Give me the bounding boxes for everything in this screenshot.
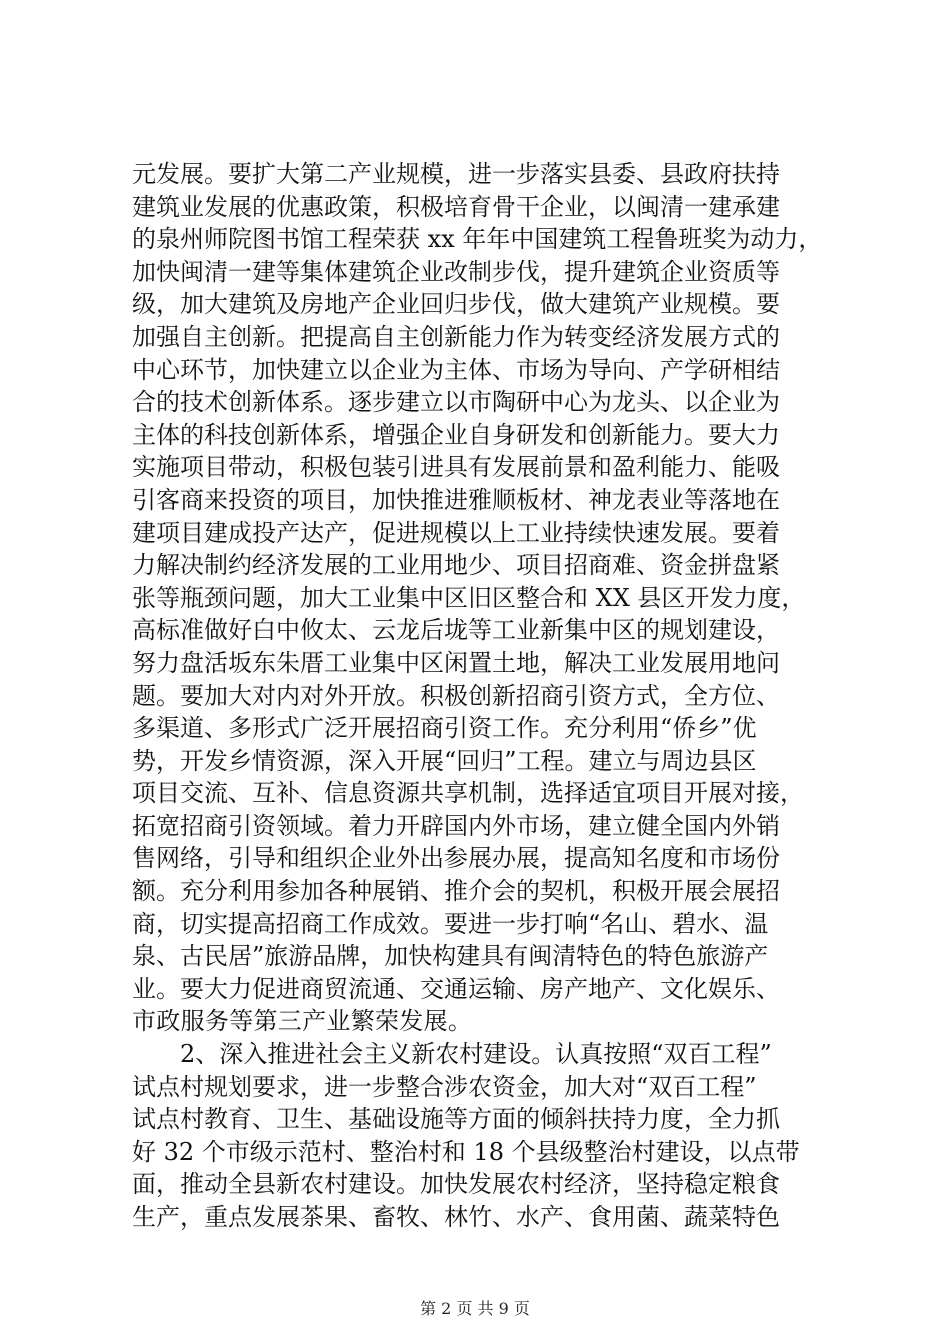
text-line: 额。充分利用参加各种展销、推介会的契机，积极开展会展招: [132, 877, 780, 906]
text-line: 市政服务等第三产业繁荣发展。: [132, 1007, 473, 1036]
text-line: 试点村教育、卫生、基础设施等方面的倾斜扶持力度，全力抓: [132, 1105, 780, 1134]
page-footer: 第 2 页 共 9 页: [420, 1299, 530, 1318]
text-line: 合的技术创新体系。逐步建立以市陶研中心为龙头、以企业为: [132, 388, 780, 417]
text-line: 面，推动全县新农村建设。加快发展农村经济，坚持稳定粮食: [132, 1170, 780, 1199]
text-line: 努力盘活坂东朱厝工业集中区闲置土地，解决工业发展用地问: [132, 648, 780, 677]
text-line: 好 32 个市级示范村、整治村和 18 个县级整治村建设，以点带: [132, 1137, 800, 1166]
text-line: 生产，重点发展茶果、畜牧、林竹、水产、食用菌、蔬菜特色: [132, 1203, 780, 1231]
text-line: 2、深入推进社会主义新农村建设。认真按照“双百工程”: [132, 1040, 772, 1069]
text-line: 试点村规划要求，进一步整合涉农资金，加大对“双百工程”: [132, 1072, 757, 1101]
text-line: 建项目建成投产达产，促进规模以上工业持续快速发展。要着: [132, 518, 780, 547]
text-line: 中心环节，加快建立以企业为主体、市场为导向、产学研相结: [132, 355, 780, 384]
text-line: 售网络，引导和组织企业外出参展办展，提高知名度和市场份: [132, 844, 780, 873]
text-line: 业。要大力促进商贸流通、交通运输、房产地产、文化娱乐、: [132, 974, 780, 1003]
text-line: 加强自主创新。把提高自主创新能力作为转变经济发展方式的: [132, 322, 780, 351]
text-line: 多渠道、多形式广泛开展招商引资工作。充分利用“侨乡”优: [132, 714, 757, 743]
text-line: 题。要加大对内对外开放。积极创新招商引资方式，全方位、: [132, 681, 780, 710]
text-line: 建筑业发展的优惠政策，积极培育骨干企业，以闽清一建承建: [132, 192, 780, 221]
text-line: 力解决制约经济发展的工业用地少、项目招商难、资金拼盘紧: [132, 551, 780, 580]
text-line: 加快闽清一建等集体建筑企业改制步伐，提升建筑企业资质等: [132, 257, 780, 286]
text-line: 引客商来投资的项目，加快推进雅顺板材、神龙表业等落地在: [132, 485, 780, 514]
text-line: 实施项目带动，积极包装引进具有发展前景和盈利能力、能吸: [132, 453, 780, 482]
text-line: 的泉州师院图书馆工程荣获 xx 年年中国建筑工程鲁班奖为动力，: [132, 225, 823, 254]
text-line: 项目交流、互补、信息资源共享机制，选择适宜项目开展对接，: [132, 779, 804, 808]
text-line: 高标准做好白中攸太、云龙后垅等工业新集中区的规划建设，: [132, 616, 780, 645]
text-line: 势，开发乡情资源，深入开展“回归”工程。建立与周边县区: [132, 746, 757, 775]
body-text: [132, 158, 832, 1234]
text-line: 级，加大建筑及房地产企业回归步伐，做大建筑产业规模。要: [132, 290, 780, 319]
text-line: 主体的科技创新体系，增强企业自身研发和创新能力。要大力: [132, 420, 780, 449]
text-line: 商，切实提高招商工作成效。要进一步打响“名山、碧水、温: [132, 909, 769, 938]
text-line: 拓宽招商引资领域。着力开辟国内外市场，建立健全国内外销: [132, 811, 780, 840]
text-line: 张等瓶颈问题，加大工业集中区旧区整合和 XX 县区开发力度，: [132, 583, 806, 612]
text-line: 泉、古民居”旅游品牌，加快构建具有闽清特色的特色旅游产: [132, 942, 769, 971]
text-line: 元发展。要扩大第二产业规模，进一步落实县委、县政府扶持: [132, 160, 780, 188]
